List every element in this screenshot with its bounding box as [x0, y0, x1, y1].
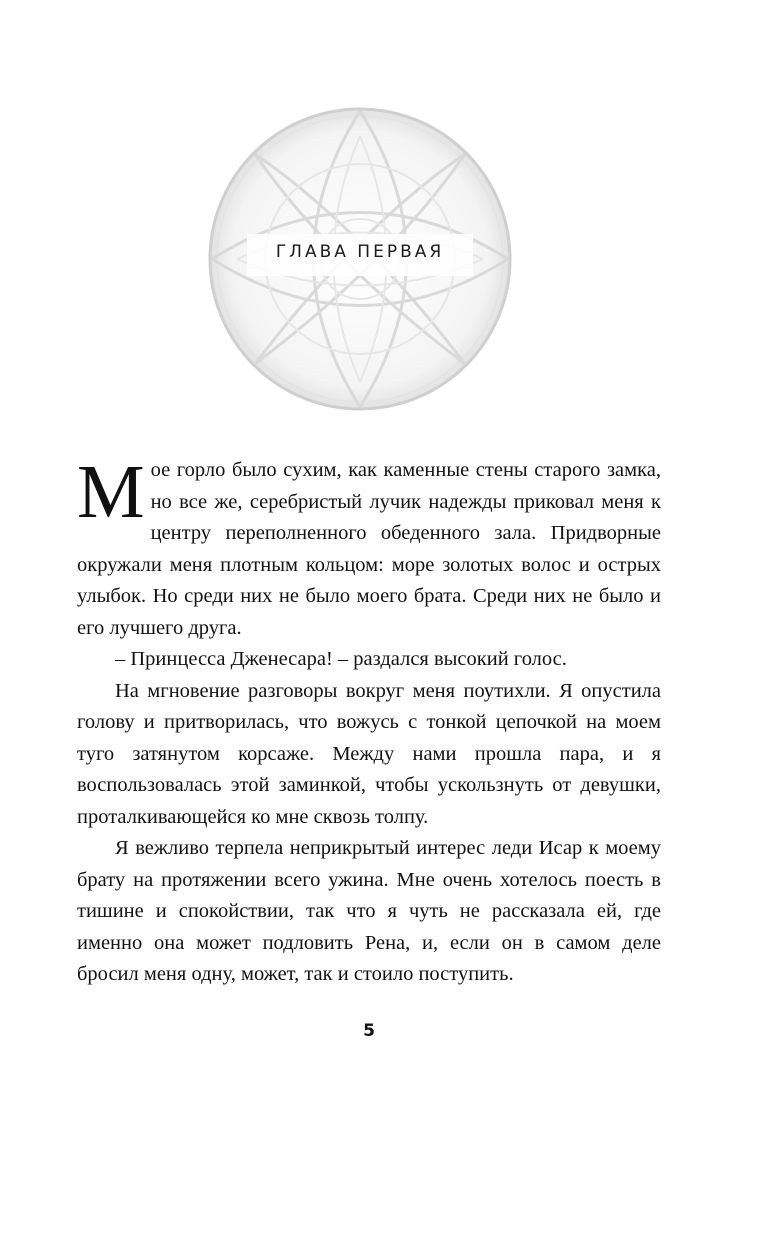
paragraph-4: Я вежливо терпела неприкрытый интерес леди Исар к моему брату на протяжении всего ужина. Мне очень хотелось поесть в тишине и спокойствии, так что я чуть не рассказала ей, где именно она может подловить Рена, и, если он в самом деле бросил меня одну, может, так и стоило поступить.: [77, 837, 661, 985]
page-number: 5: [363, 1021, 375, 1041]
paragraph-1: [77, 450, 661, 644]
chapter-text: [77, 450, 661, 991]
chapter-title: ГЛАВА ПЕРВАЯ: [275, 242, 445, 262]
paragraph-2: – Принцесса Дженесара! – раздался высокий голос.: [115, 648, 567, 670]
chapter-emblem: [207, 106, 513, 412]
paragraph-3: На мгновение разговоры вокруг меня поутихли. Я опустила голову и притворилась, что вожусь с тонкой цепочкой на моем туго затянутом корсаже. Между нами прошла пара, и я воспользовалась этой заминкой, чтобы ускользнуть от девушки, проталкивающейся ко мне сквозь толпу.: [77, 679, 661, 828]
drop-cap: М: [77, 450, 145, 534]
paragraph-1-text: ое горло было сухим, как каменные стены старого замка, но все же, серебристый лучик надежды приковал меня к центру переполненного обеденного зала. Придворные окружали меня плотным кольцом: море золотых волос и острых улыбок. Но среди них не было моего брата. Среди них не было и его лучшего друга.: [77, 459, 661, 639]
